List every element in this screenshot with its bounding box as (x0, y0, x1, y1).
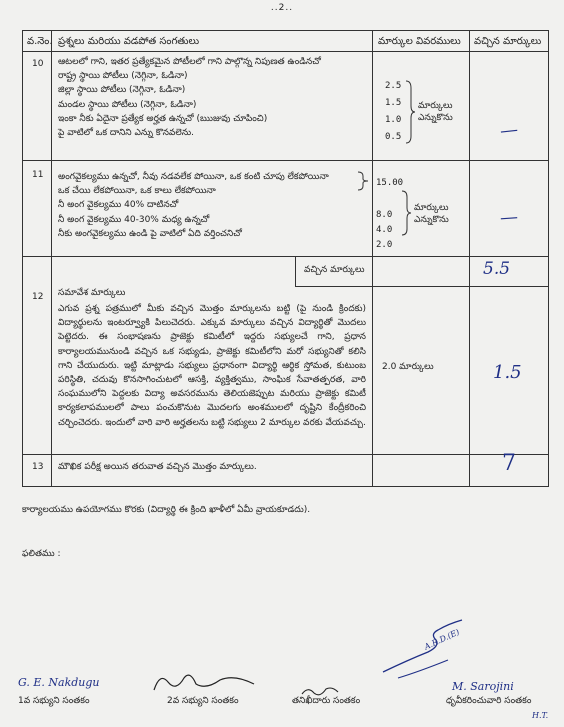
row-number: 12 (32, 292, 44, 302)
obtained-mark: — (499, 206, 519, 229)
result-label: ఫలితము : (22, 549, 61, 559)
row-question-text: ఆటలలో గాని, ఇతర ప్రత్యేకమైన పోటీలలో గాని పాల్గొన్న నిపుణత ఉండినచో రాష్ట్ర స్థాయి పోటీలు (నెగ్గినా, ఓడినా) జిల్లా స్థాయి పోటీలు (నెగ్గినా, ఓడినా) మండల స్థాయి పోటీలు (నెగ్గినా, ఓడినా) ఇంకా నీకు ఏదైనా ప్రత్యేక అర్హత ఉన్నచో (ఋజువు చూపించి) పై వాటిలో ఒక దానిని ఎన్ను కొనవలెను. (58, 57, 321, 139)
obtained-mark: 1.5 (493, 362, 522, 383)
header-sno: వ.నెం. (27, 36, 53, 47)
initials: H.T. (532, 711, 549, 720)
page-number: ..2.. (270, 3, 294, 13)
row-total-text: మౌఖిక పరీక్ష అయిన తరువాత వచ్చిన మొత్తం మార్కులు. (58, 462, 257, 472)
brace-note: మార్కులు ఎన్నుకొను (418, 101, 453, 123)
header-marks-detail: మార్కుల వివరములు (378, 36, 461, 47)
signature-1-caption: 1వ సభ్యుని సంతకం (18, 696, 90, 706)
subtotal-label: వచ్చిన మార్కులు (304, 265, 365, 275)
row-number: 13 (32, 462, 44, 472)
marks-detail: 2.0 మార్కులు (382, 362, 434, 372)
signature-4-caption: ధృవీకరించువారి సంతకం (446, 696, 532, 706)
row-number: 11 (32, 170, 44, 180)
stamp-signature: A.R.D.(E) (422, 627, 461, 652)
marks-options: 2.5 1.5 1.0 0.5 (385, 81, 402, 142)
marks-options: 8.0 4.0 2.0 (376, 210, 393, 250)
total-mark: 7 (502, 451, 516, 476)
row-question-text: అంగవైకల్యము ఉన్నచో, నీవు నడవలేక పోయినా, ఒక కంటి చూపు లేకపోయినా ఒక చేయి లేకపోయినా, ఒక కాలు లేకపోయినా నీ అంగ వైకల్యము 40% దాటినచో నీ అంగ వైకల్యము 40-30% మధ్య ఉన్నచో నీకు అంగవైకల్యము ఉండి పై వాటిలో ఏది వర్తించనిచో (58, 172, 329, 239)
signature-2-caption: 2వ సభ్యుని సంతకం (167, 696, 239, 706)
signature-3-caption: తనిఖీదారు సంతకం (292, 696, 361, 706)
header-questions: ప్రశ్నలు మరియు వడపోత సంగతులు (58, 36, 200, 47)
brace-icon (404, 80, 416, 144)
signature-4-handwriting: M. Sarojini (452, 680, 514, 693)
stamp-signature-mark (378, 612, 468, 684)
row-number: 10 (32, 59, 44, 69)
marks-option: 15.00 (376, 178, 404, 188)
header-marks-obtained: వచ్చిన మార్కులు (474, 36, 542, 47)
brace-note: మార్కులు ఎన్నుకొను (414, 203, 449, 225)
brace-icon (400, 190, 412, 236)
office-note: కార్యాలయము ఉపయోగము కొరకు (విద్యార్థి ఈ క్రింది ఖాళీలో ఏమీ వ్రాయకూడదు). (22, 505, 311, 515)
row-paragraph: ఎగువ ప్రశ్న పత్రములో మీకు వచ్చిన మొత్తం మార్కులను బట్టి (పై నుండి క్రిందకు) విద్యార్థులను ఇంటర్వ్యూకి పిలుచెదరు. ఎక్కువ మార్కులు వచ్చిన విద్యార్థితో మొదలు పెట్టెదరు. ఈ సంభాషణను ప్రాజెక్టు కమిటీలో ఇద్దరు సభ్యులచే గాని, ప్రధాన కార్యాలయమునుండి వచ్చిన ఒక సభ్యుడు, ప్రాజెక్టు కమిటీలోని మరో సభ్యునితో కలిసి గాని చేయుదురు. ఇట్టి మాట్లాడు సభ్యులు ప్రధానంగా విద్యార్థి ఆర్థిక స్తోమత, కుటుంబ పరిస్థితి, చదువు కొనసాగించుటలో ఆసక్తి, వ్యక్తిత్వము, సాంఘిక సేవాతత్పరత, వారి సంఘములోని పెద్దలకు విద్యా అవసరమును తెలియజెప్పుట మరియు ప్రాజెక్టు కమిటీ కార్యకలాపములలో పాలు పంచుకొనుట మొదలగు అంశములలో దృష్టిని కేంద్రీకరించి చర్చించెదరు. ఇందులో వారి వారి అర్హతలను బట్టి సభ్యులు 2 మార్కుల వరకు వేయవచ్చు. (58, 304, 366, 428)
signature-1-handwriting: G. E. Nakdugu (18, 676, 100, 689)
subtotal-value: 5.5 (483, 259, 511, 279)
brace-icon (356, 171, 370, 191)
row-title: సమావేశ మార్కులు (58, 288, 126, 298)
obtained-mark: — (498, 119, 520, 142)
